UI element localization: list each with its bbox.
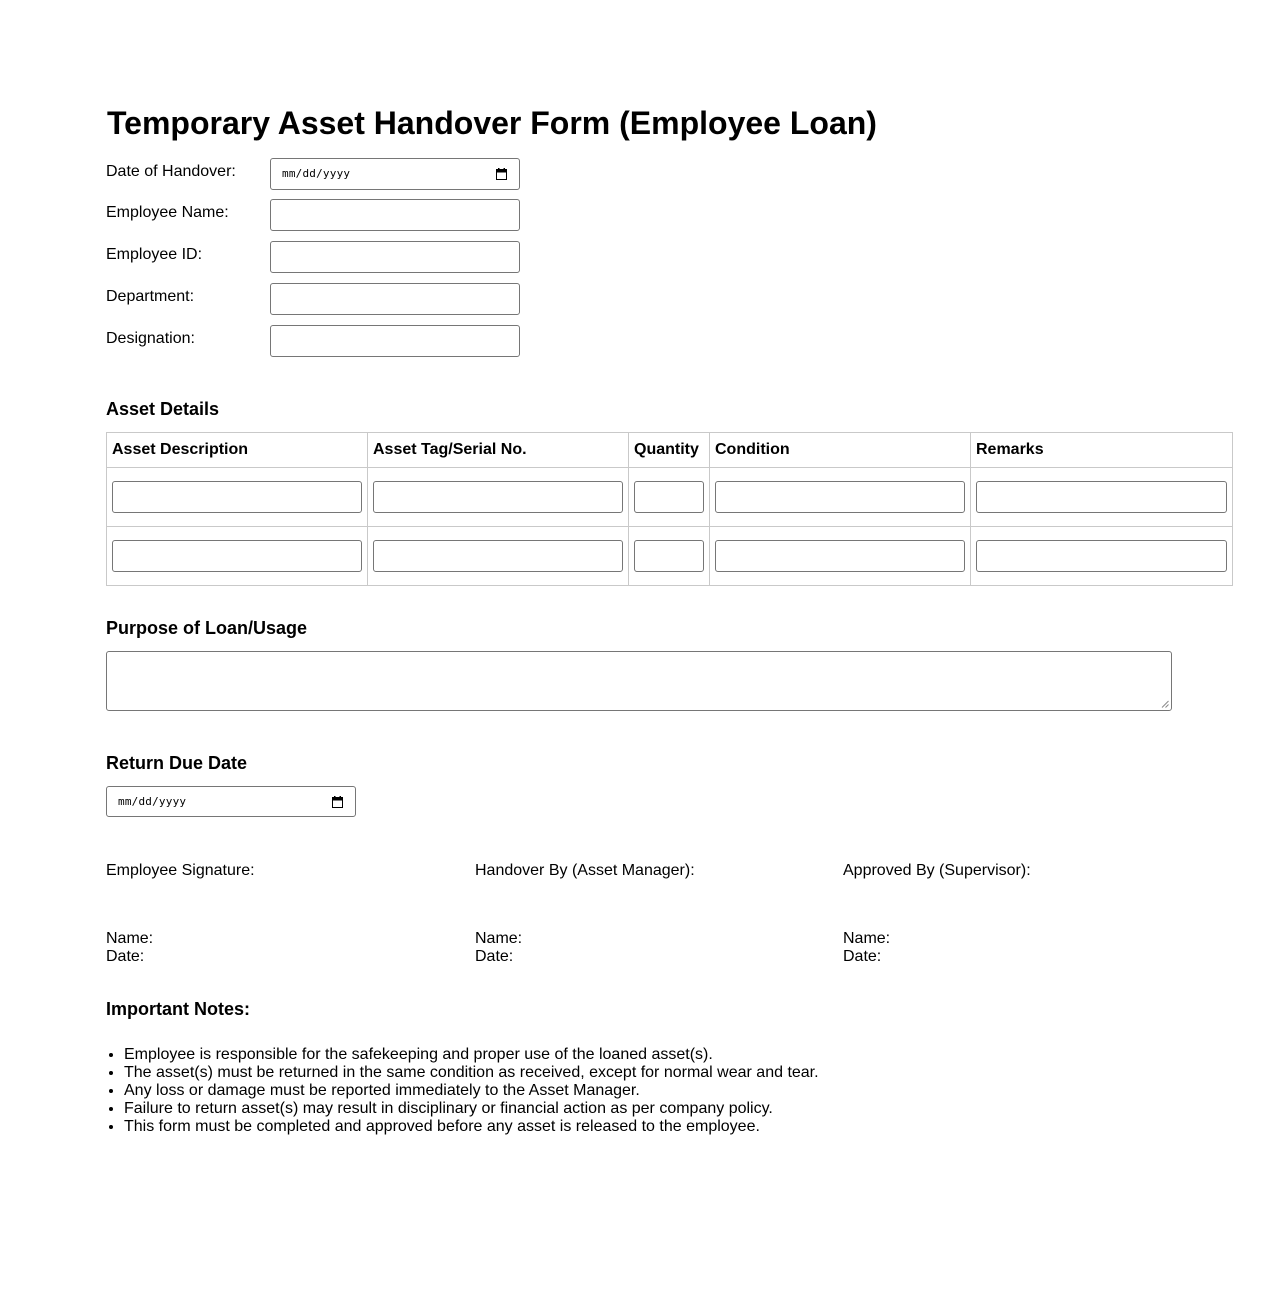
table-cell [368, 527, 629, 586]
remarks-input[interactable] [976, 540, 1227, 572]
table-cell [629, 468, 710, 527]
date-placeholder: mm/dd/yyyy [118, 795, 187, 808]
signature-name-label: Name: [843, 930, 891, 947]
page-title: Temporary Asset Handover Form (Employee Loan) [107, 105, 877, 141]
asset-tag-input[interactable] [373, 481, 623, 513]
important-notes-list [106, 1046, 1224, 1136]
signature-date-label: Date: [475, 948, 514, 965]
important-notes-heading: Important Notes: [106, 999, 250, 1019]
table-row [107, 527, 1233, 586]
designation-input[interactable] [270, 325, 520, 357]
table-row [107, 468, 1233, 527]
column-header-quantity: Quantity [629, 433, 710, 468]
list-item: • Any loss or damage must be reported immediately to the Asset Manager. [124, 1082, 1224, 1100]
table-cell [107, 527, 368, 586]
employee-id-input[interactable] [270, 241, 520, 273]
date-placeholder: mm/dd/yyyy [282, 167, 351, 180]
list-item: • Employee is responsible for the safekeeping and proper use of the loaned asset(s). [124, 1046, 1224, 1064]
field-label: Employee ID: [106, 246, 203, 263]
table-cell [629, 527, 710, 586]
field-label: Designation: [106, 330, 195, 347]
column-header-asset-description: Asset Description [107, 433, 368, 468]
resize-grip-icon[interactable] [1161, 700, 1169, 708]
signature-date-label: Date: [843, 948, 882, 965]
signature-name-label: Name: [106, 930, 154, 947]
list-item: • The asset(s) must be returned in the same condition as received, except for normal wear and tear. [124, 1064, 1224, 1082]
asset-tag-input[interactable] [373, 540, 623, 572]
table-cell [710, 527, 971, 586]
signature-name-label: Name: [475, 930, 523, 947]
column-header-remarks: Remarks [971, 433, 1233, 468]
signature-date-label: Date: [106, 948, 145, 965]
signature-label: Employee Signature: [106, 862, 255, 879]
field-label: Department: [106, 288, 195, 305]
condition-input[interactable] [715, 540, 965, 572]
asset-details-table [106, 432, 1233, 586]
quantity-input[interactable] [634, 481, 704, 513]
asset-description-input[interactable] [112, 481, 362, 513]
quantity-input[interactable] [634, 540, 704, 572]
column-header-asset-tag: Asset Tag/Serial No. [368, 433, 629, 468]
return-due-date-heading: Return Due Date [106, 753, 248, 773]
table-cell [971, 468, 1233, 527]
calendar-icon[interactable] [496, 168, 507, 180]
list-item: • This form must be completed and approved before any asset is released to the employee. [124, 1118, 1224, 1136]
signature-label: Approved By (Supervisor): [843, 862, 1031, 879]
asset-description-input[interactable] [112, 540, 362, 572]
date-of-handover-input[interactable] [270, 158, 520, 190]
column-header-condition: Condition [710, 433, 971, 468]
table-cell [971, 527, 1233, 586]
table-header-row [107, 433, 1233, 468]
purpose-heading: Purpose of Loan/Usage [106, 618, 308, 638]
purpose-textarea[interactable] [106, 651, 1172, 711]
employee-name-input[interactable] [270, 199, 520, 231]
table-cell [710, 468, 971, 527]
field-label: Date of Handover: [106, 163, 236, 180]
asset-details-heading: Asset Details [106, 399, 220, 419]
list-item: • Failure to return asset(s) may result in disciplinary or financial action as per company policy. [124, 1100, 1224, 1118]
remarks-input[interactable] [976, 481, 1227, 513]
calendar-icon[interactable] [332, 796, 343, 808]
table-cell [368, 468, 629, 527]
return-due-date-input[interactable] [106, 786, 356, 817]
department-input[interactable] [270, 283, 520, 315]
signature-label: Handover By (Asset Manager): [475, 862, 695, 879]
condition-input[interactable] [715, 481, 965, 513]
table-cell [107, 468, 368, 527]
field-label: Employee Name: [106, 204, 229, 221]
